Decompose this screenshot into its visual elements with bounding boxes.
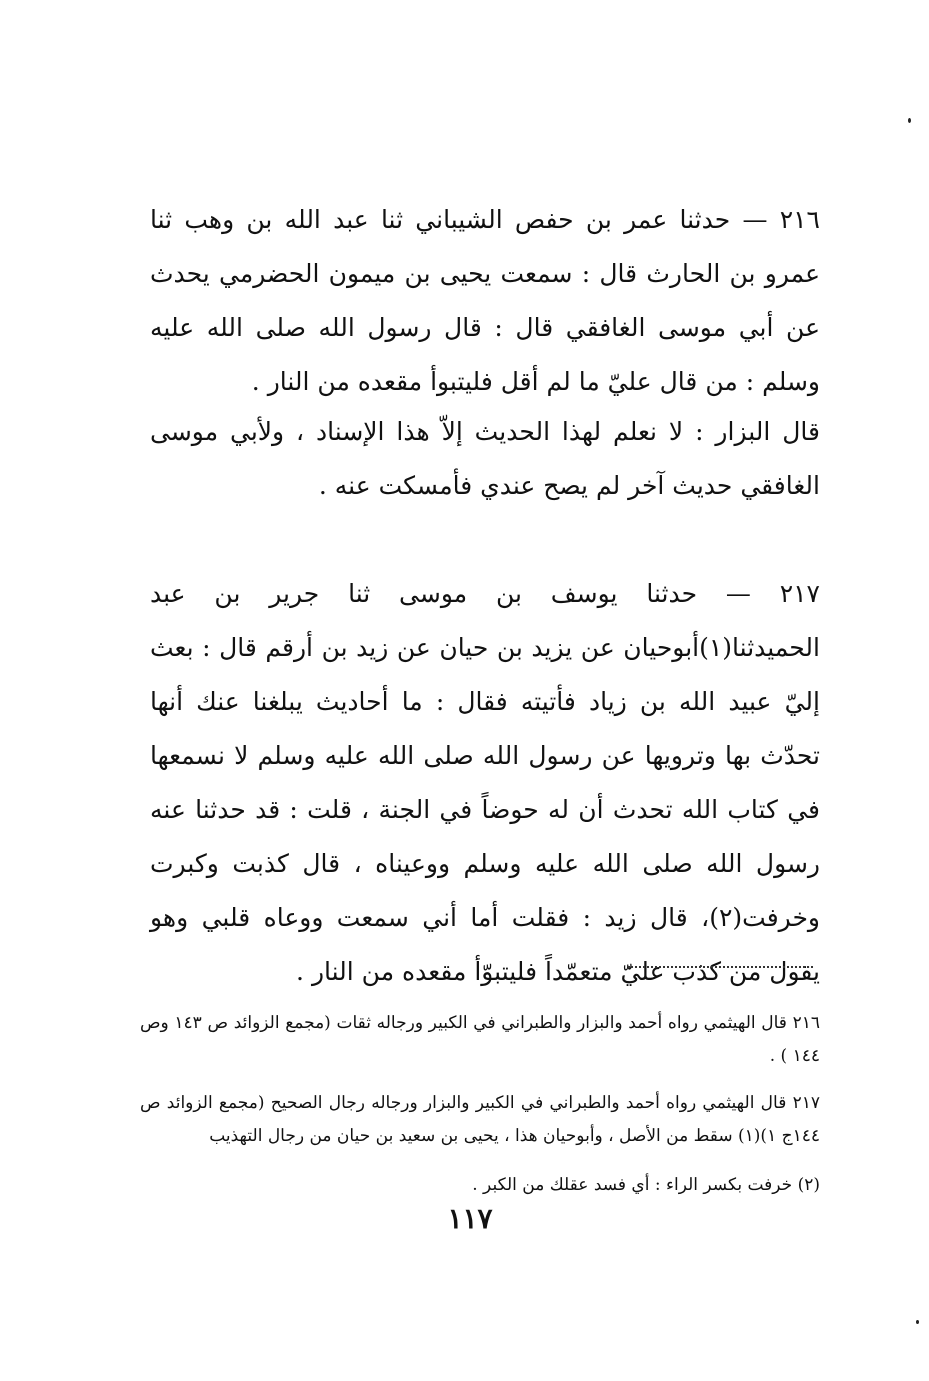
- footnote-divider: [628, 966, 813, 968]
- scan-speck: [916, 1320, 919, 1324]
- page-number: ١١٧: [447, 1202, 493, 1235]
- scan-speck: [908, 118, 911, 123]
- hadith-216-paragraph: ٢١٦ — حدثنا عمر بن حفص الشيباني ثنا عبد الله بن وهب ثنا عمرو بن الحارث قال : سمعت يحيى بن ميمون الحضرمي يحدث عن أبي موسى الغافقي قال : قال رسول الله صلى الله عليه وسلم : من قال عليّ ما لم أقل فليتبوأ مقعده من النار .: [150, 205, 820, 396]
- footnote-217: ٢١٧ قال الهيثمي رواه أحمد والطبراني في الكبير والبزار ورجاله رجال الصحيح (مجمع الزوائد ص ١٤٤ج ١)(١) سقط من الأصل ، وأبوحيان هذا ، يحيى بن سعيد بن حيان من رجال التهذيب: [140, 1093, 820, 1146]
- footnote-2: (٢) خرفت بكسر الراء : أي فسد عقلك من الكبر .: [472, 1175, 820, 1195]
- hadith-217-paragraph: ٢١٧ — حدثنا يوسف بن موسى ثنا جرير بن عبد الحميدثنا(١)أبوحيان عن يزيد بن حيان عن زيد بن أرقم قال : بعث إليّ عبيد الله بن زياد فأتيته فقال : ما أحاديث يبلغنا عنك أنها تحدّث بها وترويها عن رسول الله صلى الله عليه وسلم لا نسمعها في كتاب الله تحدث أن له حوضاً في الجنة ، قلت : قد حدثنا عنه رسول الله صلى الله عليه وسلم ووعيناه ، قال كذبت وكبرت وخرفت(٢)، قال زيد : فقلت أما أني سمعت ووعاه قلبي وهو يقول من كذب عليّ متعمّداً فليتبوّأ مقعده من النار .: [150, 579, 820, 986]
- bazzar-comment-paragraph: قال البزار : لا نعلم لهذا الحديث إلاّ هذا الإسناد ، ولأبي موسى الغافقي حديث آخر لم يصح عندي فأمسكت عنه .: [150, 417, 820, 500]
- footnote-216: ٢١٦ قال الهيثمي رواه أحمد والبزار والطبراني في الكبير ورجاله ثقات (مجمع الزوائد ص ١٤٣ وص ١٤٤ ) .: [140, 1013, 820, 1066]
